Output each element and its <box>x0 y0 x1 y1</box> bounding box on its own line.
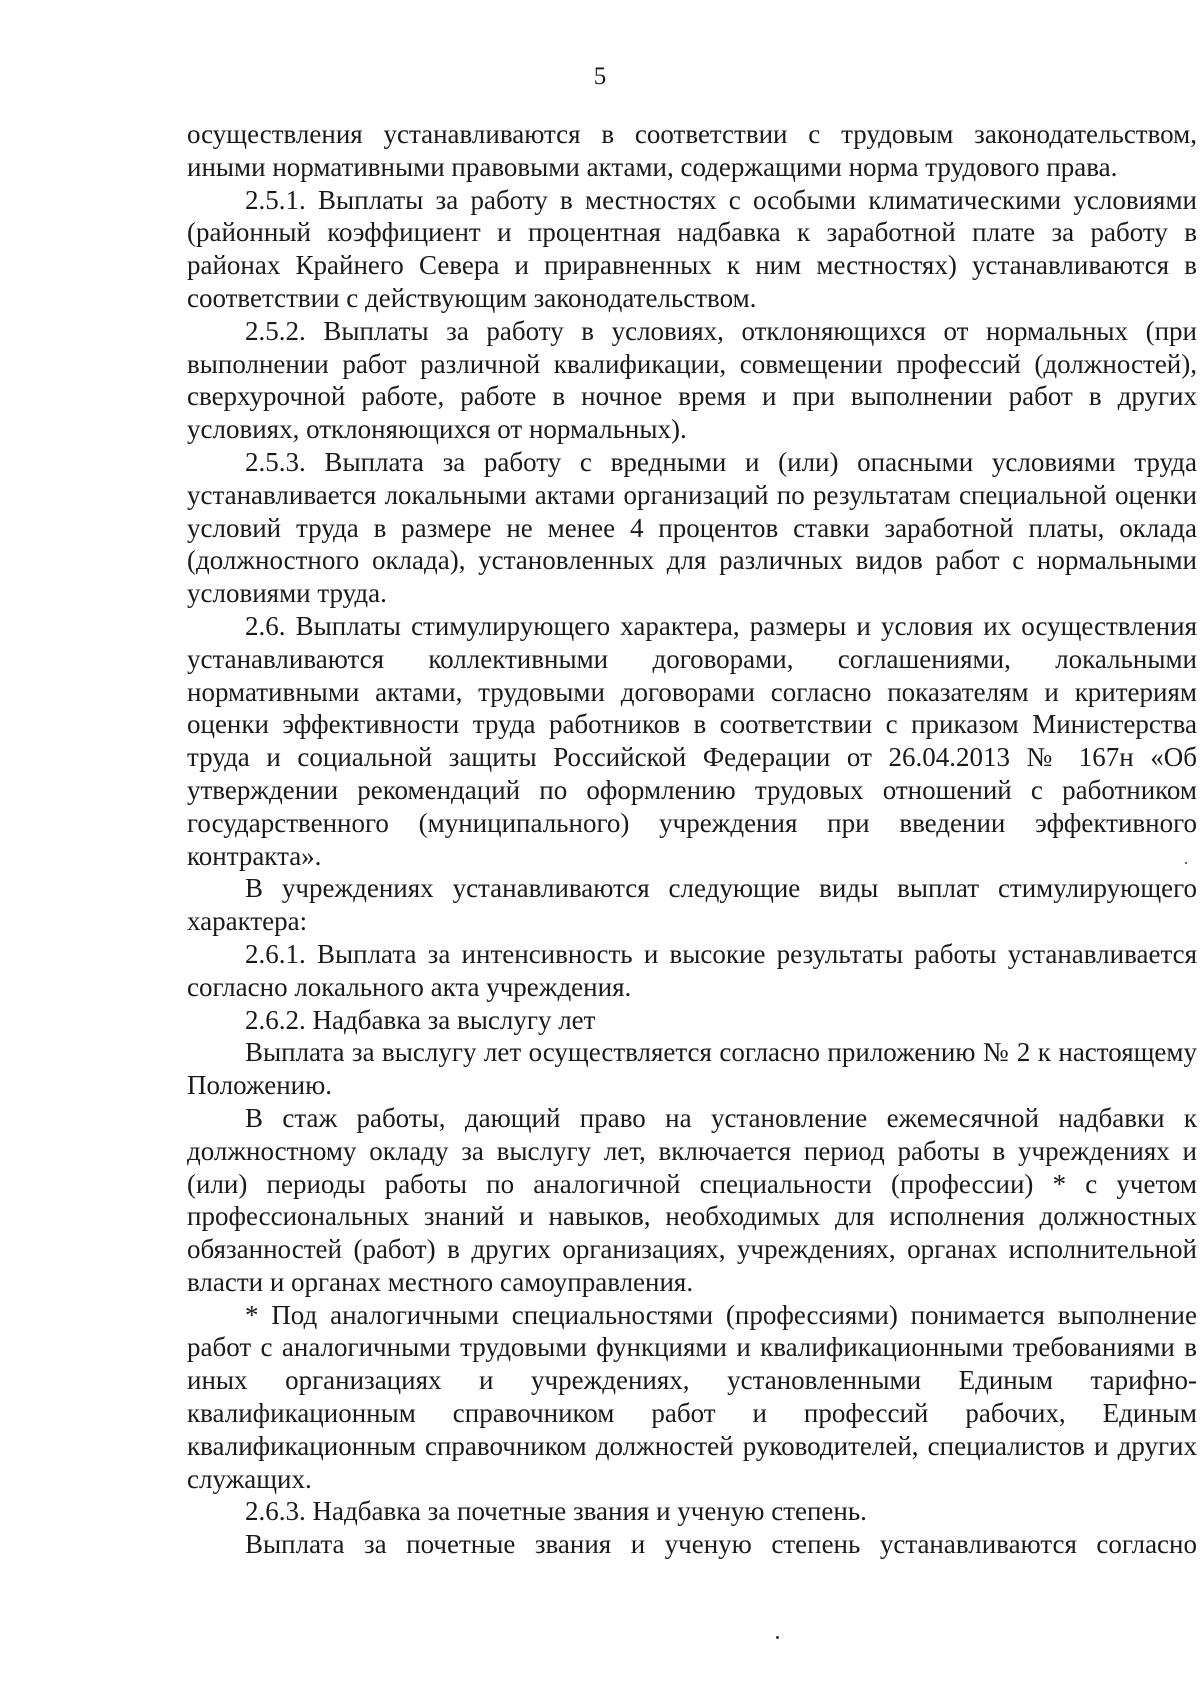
page-number: 5 <box>593 63 607 90</box>
paragraph-2-5-3: 2.5.3. Выплата за работу с вредными и (или) опасными условиями труда устанавливается локальными актами организаций по результатам специальной оценки условий труда в размере не менее 4 процентов ставки заработной платы, оклада (должностного оклада), установленных для различных видов работ с нормальными условиями труда. <box>187 446 1197 609</box>
paragraph-payment-types: В учреждениях устанавливаются следующие виды выплат стимулирующего характера: <box>187 873 1197 937</box>
paragraph-seniority-payment: Выплата за выслугу лет осуществляется согласно приложению № 2 к настоящему Положению. <box>187 1037 1197 1101</box>
paragraph-seniority-period: В стаж работы, дающий право на установление ежемесячной надбавки к должностному окладу за выслугу лет, включается период работы в учреждениях и (или) периоды работы по аналогичной специальности (профессии) * с учетом профессиональных знаний и навыков, необходимых для исполнения должностных обязанностей (работ) в других организациях, учреждениях, органах исполнительной власти и органах местного самоуправления. <box>187 1102 1197 1297</box>
paragraph-2-5-1: 2.5.1. Выплаты за работу в местностях с особыми климатическими условиями (районный коэффициент и процентная надбавка к заработной плате за работу в районах Крайнего Севера и приравненных к ним местностях) устанавливаются в соответствии с действующим законодательством. <box>187 184 1197 313</box>
document-body <box>187 118 1197 1561</box>
paragraph-2-6: 2.6. Выплаты стимулирующего характера, размеры и условия их осуществления устанавливаются коллективными договорами, соглашениями, локальными нормативными актами, трудовыми договорами согласно показателям и критериям оценки эффективности труда работников в соответствии с приказом Министерства труда и социальной защиты Российской Федерации от 26.04.2013 № 167н «Об утверждении рекомендаций по оформлению трудовых отношений с работником государственного (муниципального) учреждения при введении эффективного контракта». <box>187 610 1197 871</box>
paragraph-footnote-similar-specialties: * Под аналогичными специальностями (профессиями) понимается выполнение работ с аналогичными трудовыми функциями и квалификационными требованиями в иных организациях и учреждениях, установленными Единым тарифно-квалификационным справочником работ и профессий рабочих, Единым квалификационным справочником должностей руководителей, специалистов и других служащих. <box>187 1299 1197 1494</box>
paragraph-2-6-1: 2.6.1. Выплата за интенсивность и высокие результаты работы устанавливается согласно локального акта учреждения. <box>187 938 1197 1002</box>
paragraph-2-5-2: 2.5.2. Выплаты за работу в условиях, отклоняющихся от нормальных (при выполнении работ различной квалификации, совмещении профессий (должностей), сверхурочной работе, работе в ночное время и при выполнении работ в других условиях, отклоняющихся от нормальных). <box>187 315 1197 445</box>
scan-speck <box>1185 862 1187 864</box>
paragraph-honorary-titles: Выплата за почетные звания и ученую степень устанавливаются согласно <box>245 1529 1197 1560</box>
heading-2-6-2: 2.6.2. Надбавка за выслугу лет <box>245 1004 596 1035</box>
paragraph-continuation: осуществления устанавливаются в соответствии с трудовым законодательством, иными нормативными правовыми актами, содержащими норма трудового права. <box>187 119 1197 182</box>
heading-2-6-3: 2.6.3. Надбавка за почетные звания и ученую степень. <box>245 1496 867 1527</box>
scan-speck <box>776 1636 779 1639</box>
